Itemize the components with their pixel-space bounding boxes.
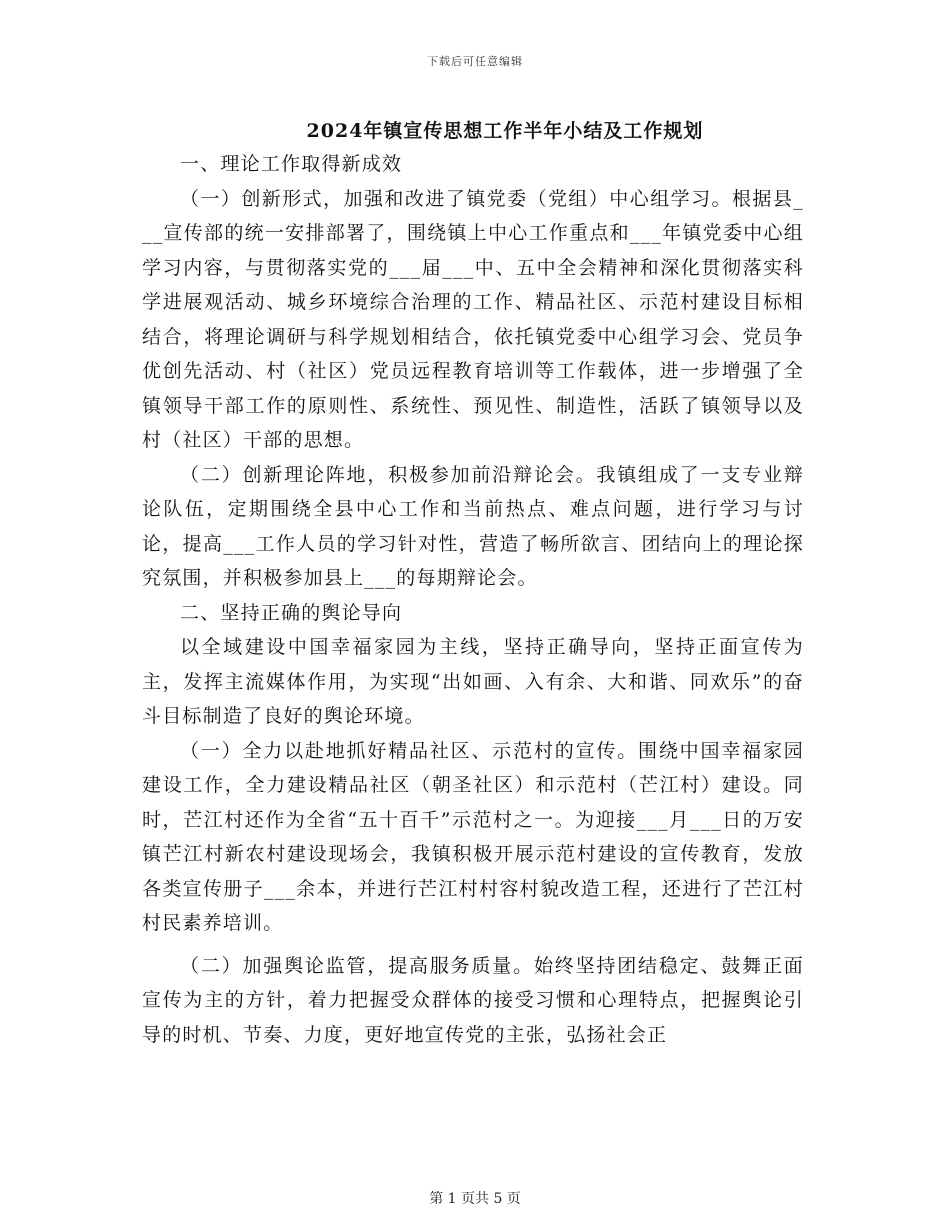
section-2-heading: 二、坚持正确的舆论导向 <box>180 601 403 624</box>
document-title: 2024年镇宣传思想工作半年小结及工作规划 <box>306 120 704 142</box>
section-1-paragraph-1: （一）创新形式，加强和改进了镇党委（党组）中心组学习。根据县___宣传部的统一安排部署了，围绕镇上中心工作重点和___年镇党委中心组学习内容，与贯彻落实党的___届___中、五中全会精神和深化贯彻落实科学进展观活动、城乡环境综合治理的工作、精品社区、示范村建设目标相结合，将理论调研与科学规划相结合，依托镇党委中心组学习会、党员争优创先活动、村（社区）党员远程教育培训等工作载体，进一步增强了全镇领导干部工作的原则性、系统性、预见性、制造性，活跃了镇领导以及村（社区）干部的思想。 <box>142 187 804 451</box>
section-1-heading: 一、理论工作取得新成效 <box>180 153 403 175</box>
section-2-paragraph-2: （二）加强舆论监管，提高服务质量。始终坚持团结稳定、鼓舞正面宣传为主的方针，着力把握受众群体的接受习惯和心理特点，把握舆论引导的时机、节奏、力度，更好地宣传党的主张，弘扬社会正 <box>142 954 804 1046</box>
section-2-intro: 以全域建设中国幸福家园为主线，坚持正确导向，坚持正面宣传为主，发挥主流媒体作用，为实现“出如画、入有余、大和谐、同欢乐”的奋斗目标制造了良好的舆论环境。 <box>142 636 804 727</box>
page-number: 第 1 页共 5 页 <box>429 1191 521 1207</box>
page-header-note: 下载后可任意编辑 <box>427 55 523 68</box>
document-body <box>142 147 804 1052</box>
section-1-paragraph-2: （二）创新理论阵地，积极参加前沿辩论会。我镇组成了一支专业辩论队伍，定期围绕全县中心工作和当前热点、难点问题，进行学习与讨论，提高___工作人员的学习针对性，营造了畅所欲言、团结向上的理论探究氛围，并积极参加县上___的每期辩论会。 <box>142 463 804 589</box>
section-2-paragraph-1: （一）全力以赴地抓好精品社区、示范村的宣传。围绕中国幸福家园建设工作，全力建设精品社区（朝圣社区）和示范村（芒江村）建设。同时，芒江村还作为全省“五十百千”示范村之一。为迎接___月___日的万安镇芒江村新农村建设现场会，我镇积极开展示范村建设的宣传教育，发放各类宣传册子___余本，并进行芒江村村容村貌改造工程，还进行了芒江村村民素养培训。 <box>142 739 804 934</box>
